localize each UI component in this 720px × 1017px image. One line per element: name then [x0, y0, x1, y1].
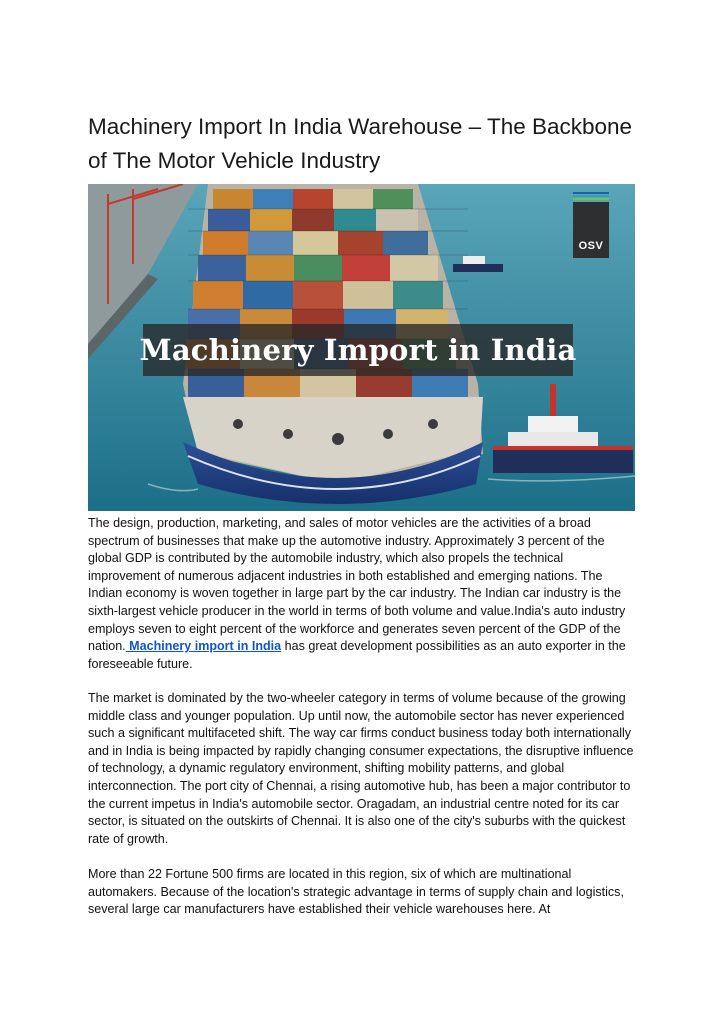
hero-banner — [139, 324, 577, 376]
logo-stripe-blue — [573, 192, 609, 194]
paragraph-1-tail: has great development possibilities as an auto exporter in the foreseeable future. — [88, 639, 626, 671]
logo-box — [573, 202, 609, 258]
logo-stripes — [573, 192, 609, 202]
logo-stripe-green — [573, 198, 609, 200]
paragraph-3: More than 22 Fortune 500 firms are located in this region, six of which are multinational automakers. Because of the location's strategic advantage in terms of supply chain and logistics, several large car manufacturers have established their vehicle warehouses here. At — [88, 867, 624, 917]
osv-logo — [573, 192, 609, 258]
paragraph-1-text: The design, production, marketing, and sales of motor vehicles are the activities of a broad spectrum of businesses that make up the automotive industry. Approximately 3 percent of the global GDP is contributed by the automobile industry, which also propels the technical improvement of numerous adjacent industries in both established and emerging nations. The Indian economy is woven together in large part by the car industry. The Indian car industry is the sixth-largest vehicle producer in the world in terms of both volume and value.India's auto industry employs seven to eight percent of the workforce and generates seven percent of the GDP of the nation. — [88, 516, 626, 654]
paragraph-1 — [88, 515, 637, 673]
hero-image — [88, 184, 635, 511]
logo-text: OSV — [578, 240, 604, 252]
logo-stripe-cyan — [573, 195, 609, 197]
page-title: Machinery Import In India Warehouse – The Backbone of The Motor Vehicle Industry — [88, 114, 633, 173]
paragraph-2: The market is dominated by the two-wheeler category in terms of volume because of the growing middle class and younger population. Up until now, the automobile sector has never experienced such a significant multifaceted shift. The way car firms conduct business today both internationally and in India is being impacted by rapidly changing consumer expectations, the disruptive influence of technology, a dynamic regulatory environment, shifting mobility patterns, and global interconnection. The port city of Chennai, a rising automotive hub, has been a major contributor to the current impetus in India's automobile sector. Oragadam, an industrial centre noted for its car sector, is situated on the outskirts of Chennai. It is also one of the city's suburbs with the quickest rate of growth. — [88, 691, 634, 846]
hero-banner-text: Machinery Import in India — [139, 333, 577, 367]
machinery-import-link[interactable]: Machinery import in India — [125, 639, 282, 654]
